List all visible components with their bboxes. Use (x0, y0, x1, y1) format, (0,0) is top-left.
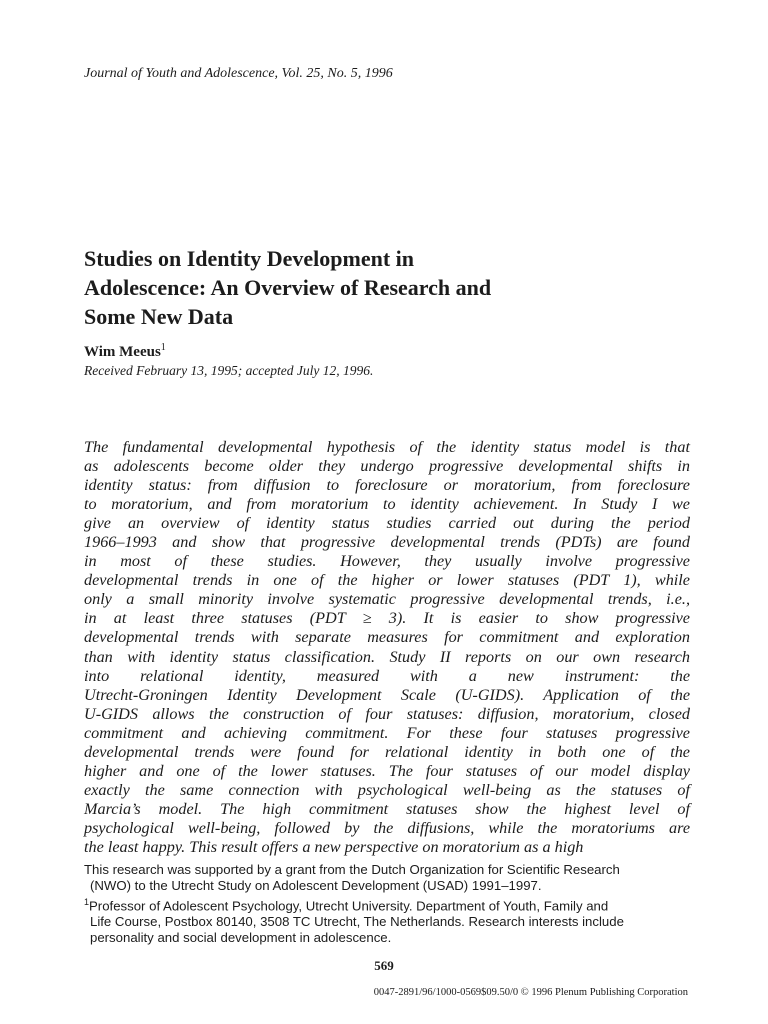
abstract-line: developmental trends with separate measures for commitment and exploration (84, 628, 690, 647)
abstract-line: developmental trends in one of the higher or lower statuses (PDT 1), while (84, 571, 690, 590)
abstract-line: identity status: from diffusion to foreclosure or moratorium, from foreclosure (84, 476, 690, 495)
funding-note-line: (NWO) to the Utrecht Study on Adolescent Development (USAD) 1991–1997. (90, 878, 542, 893)
abstract-line: Marcia’s model. The high commitment statuses show the highest level of (84, 799, 690, 818)
title-line: Adolescence: An Overview of Research and (84, 275, 492, 300)
abstract (84, 438, 690, 857)
affiliation-text: Professor of Adolescent Psychology, Utrecht University. Department of Youth, Family and (89, 898, 609, 914)
abstract-line: Utrecht-Groningen Identity Development Scale (U-GIDS). Application of the (84, 685, 690, 704)
abstract-line: the least happy. This result offers a new perspective on moratorium as a high (84, 837, 584, 856)
abstract-line: only a small minority involve systematic progressive developmental trends, i.e., (84, 590, 690, 609)
title-line: Some New Data (84, 304, 234, 329)
title-line: Studies on Identity Development in (84, 246, 415, 271)
abstract-line: in at least three statuses (PDT ≥ 3). It is easier to show progressive (84, 609, 690, 628)
abstract-line: psychological well-being, followed by the diffusions, while the moratoriums are (84, 818, 690, 837)
abstract-line: 1966–1993 and show that progressive developmental trends (PDTs) are found (84, 533, 690, 552)
author-line (84, 342, 166, 361)
abstract-line: give an overview of identity status studies carried out during the period (84, 514, 690, 533)
affiliation-note-line: personality and social development in adolescence. (90, 930, 392, 946)
affiliation-note-line (84, 894, 690, 914)
affiliation-note-line: Life Course, Postbox 80140, 3508 TC Utrecht, The Netherlands. Research interests include (90, 914, 624, 930)
article-title (84, 244, 684, 331)
abstract-line: as adolescents become older they undergo progressive developmental shifts in (84, 457, 690, 476)
abstract-line: developmental trends were found for relational identity in both one of the (84, 742, 690, 761)
abstract-line: into relational identity, measured with a new instrument: the (84, 666, 690, 685)
abstract-line: higher and one of the lower statuses. The four statuses of our model display (84, 761, 690, 780)
journal-header: Journal of Youth and Adolescence, Vol. 25, No. 5, 1996 (84, 66, 393, 81)
abstract-line: to moratorium, and from moratorium to identity achievement. In Study I we (84, 495, 690, 514)
author-footnote-mark: 1 (160, 342, 166, 353)
received-dates: Received February 13, 1995; accepted July 12, 1996. (84, 363, 374, 378)
funding-note-line: This research was supported by a grant from the Dutch Organization for Scientific Research (84, 862, 620, 877)
copyright-line: 0047-2891/96/1000-0569$09.50/0 © 1996 Plenum Publishing Corporation (373, 987, 688, 998)
abstract-line: in most of these studies. However, they usually involve progressive (84, 552, 690, 571)
page-number: 569 (374, 958, 394, 973)
author-name: Wim Meeus (84, 344, 161, 360)
footnotes (84, 862, 690, 946)
abstract-line: commitment and achieving commitment. For these four statuses progressive (84, 723, 690, 742)
affiliation-footnote-mark: 1 (84, 897, 90, 907)
abstract-line: than with identity status classification. Study II reports on our own research (84, 647, 690, 666)
abstract-line: The fundamental developmental hypothesis of the identity status model is that (84, 438, 690, 456)
abstract-line: exactly the same connection with psychological well-being as the statuses of (84, 780, 690, 799)
abstract-line: U-GIDS allows the construction of four statuses: diffusion, moratorium, closed (84, 704, 690, 723)
